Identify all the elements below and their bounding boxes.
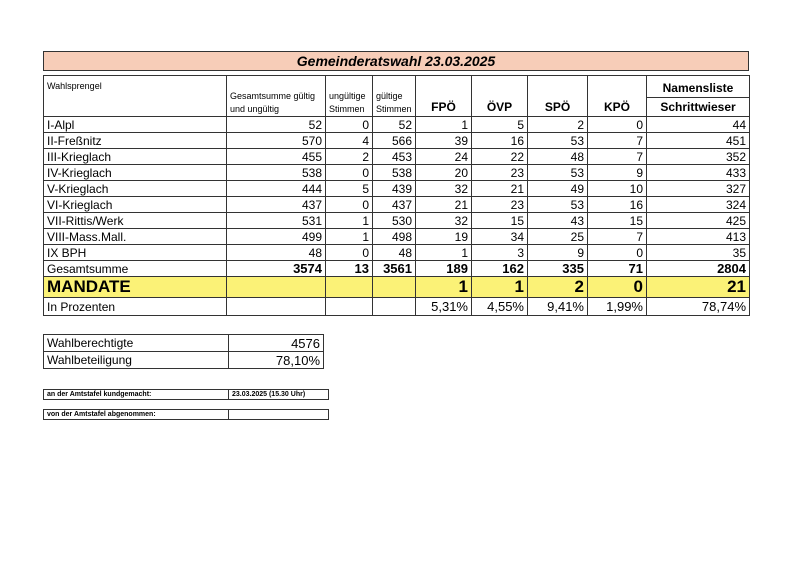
liste-cell: 352 bbox=[647, 149, 750, 165]
sprengel-name: I-Alpl bbox=[44, 117, 227, 133]
col-header-ungueltig-line2: Stimmen bbox=[329, 104, 365, 114]
liste-cell: 327 bbox=[647, 181, 750, 197]
mandate-row bbox=[44, 277, 750, 298]
gueltig-cell: 437 bbox=[373, 197, 416, 213]
kpoe-cell: 7 bbox=[588, 229, 647, 245]
gueltig-cell: 538 bbox=[373, 165, 416, 181]
mandate-spoe: 2 bbox=[528, 277, 588, 298]
liste-cell: 413 bbox=[647, 229, 750, 245]
sprengel-name: VIII-Mass.Mall. bbox=[44, 229, 227, 245]
kpoe-cell: 10 bbox=[588, 181, 647, 197]
spoe-cell: 25 bbox=[528, 229, 588, 245]
gueltig-cell: 48 bbox=[373, 245, 416, 261]
col-header-liste-line1: Namensliste bbox=[647, 79, 749, 98]
total-gesamt: 3574 bbox=[227, 261, 326, 277]
col-header-gueltig-line2: Stimmen bbox=[376, 104, 412, 114]
total-oevp: 162 bbox=[472, 261, 528, 277]
percent-row bbox=[44, 298, 750, 316]
percent-empty-cell bbox=[227, 298, 326, 316]
sprengel-name: II-Freßnitz bbox=[44, 133, 227, 149]
kpoe-cell: 7 bbox=[588, 133, 647, 149]
ungueltig-cell: 4 bbox=[326, 133, 373, 149]
fpoe-cell: 32 bbox=[416, 181, 472, 197]
percent-oevp: 4,55% bbox=[472, 298, 528, 316]
percent-label: In Prozenten bbox=[44, 298, 227, 316]
fpoe-cell: 1 bbox=[416, 245, 472, 261]
percent-fpoe: 5,31% bbox=[416, 298, 472, 316]
ungueltig-cell: 0 bbox=[326, 197, 373, 213]
total-label: Gesamtsumme bbox=[44, 261, 227, 277]
fpoe-cell: 32 bbox=[416, 213, 472, 229]
gesamt-cell: 499 bbox=[227, 229, 326, 245]
beteiligung-label: Wahlbeteiligung bbox=[44, 352, 229, 369]
mandate-kpoe: 0 bbox=[588, 277, 647, 298]
fpoe-cell: 24 bbox=[416, 149, 472, 165]
spoe-cell: 53 bbox=[528, 165, 588, 181]
header-row bbox=[44, 76, 750, 117]
sprengel-name: VII-Rittis/Werk bbox=[44, 213, 227, 229]
sprengel-name: IX BPH bbox=[44, 245, 227, 261]
table-row bbox=[44, 133, 750, 149]
spoe-cell: 49 bbox=[528, 181, 588, 197]
ungueltig-cell: 2 bbox=[326, 149, 373, 165]
table-row bbox=[44, 149, 750, 165]
gesamt-cell: 531 bbox=[227, 213, 326, 229]
percent-liste: 78,74% bbox=[647, 298, 750, 316]
spoe-cell: 53 bbox=[528, 197, 588, 213]
spoe-cell: 43 bbox=[528, 213, 588, 229]
fpoe-cell: 21 bbox=[416, 197, 472, 213]
table-row bbox=[44, 245, 750, 261]
liste-cell: 324 bbox=[647, 197, 750, 213]
percent-empty-cell bbox=[326, 298, 373, 316]
oevp-cell: 3 bbox=[472, 245, 528, 261]
kpoe-cell: 9 bbox=[588, 165, 647, 181]
fpoe-cell: 19 bbox=[416, 229, 472, 245]
gueltig-cell: 530 bbox=[373, 213, 416, 229]
sprengel-name: IV-Krieglach bbox=[44, 165, 227, 181]
gueltig-cell: 498 bbox=[373, 229, 416, 245]
mandate-empty-cell bbox=[326, 277, 373, 298]
spoe-cell: 2 bbox=[528, 117, 588, 133]
liste-cell: 35 bbox=[647, 245, 750, 261]
ungueltig-cell: 1 bbox=[326, 213, 373, 229]
gesamt-cell: 437 bbox=[227, 197, 326, 213]
oevp-cell: 5 bbox=[472, 117, 528, 133]
mandate-fpoe: 1 bbox=[416, 277, 472, 298]
col-header-sprengel: Wahlsprengel bbox=[44, 76, 227, 117]
beteiligung-value: 78,10% bbox=[229, 352, 324, 369]
gesamt-cell: 52 bbox=[227, 117, 326, 133]
liste-cell: 451 bbox=[647, 133, 750, 149]
stats-row-beteiligung bbox=[44, 352, 324, 369]
oevp-cell: 21 bbox=[472, 181, 528, 197]
table-row bbox=[44, 197, 750, 213]
oevp-cell: 15 bbox=[472, 213, 528, 229]
col-header-gesamt-line1: Gesamtsumme gültig bbox=[230, 91, 316, 101]
kundgemacht-row bbox=[44, 390, 329, 400]
kundgemacht-value: 23.03.2025 (15.30 Uhr) bbox=[229, 390, 329, 400]
liste-cell: 433 bbox=[647, 165, 750, 181]
oevp-cell: 23 bbox=[472, 197, 528, 213]
abgenommen-label: von der Amtstafel abgenommen: bbox=[44, 410, 229, 420]
fpoe-cell: 39 bbox=[416, 133, 472, 149]
oevp-cell: 23 bbox=[472, 165, 528, 181]
gesamt-cell: 455 bbox=[227, 149, 326, 165]
abgenommen-box bbox=[43, 409, 329, 420]
col-header-oevp: ÖVP bbox=[472, 76, 528, 117]
table-row bbox=[44, 181, 750, 197]
percent-spoe: 9,41% bbox=[528, 298, 588, 316]
gueltig-cell: 52 bbox=[373, 117, 416, 133]
total-spoe: 335 bbox=[528, 261, 588, 277]
table-row bbox=[44, 165, 750, 181]
kundgemacht-label: an der Amtstafel kundgemacht: bbox=[44, 390, 229, 400]
kpoe-cell: 0 bbox=[588, 117, 647, 133]
total-ungueltig: 13 bbox=[326, 261, 373, 277]
ungueltig-cell: 0 bbox=[326, 117, 373, 133]
berechtigte-label: Wahlberechtigte bbox=[44, 335, 229, 352]
ungueltig-cell: 5 bbox=[326, 181, 373, 197]
total-fpoe: 189 bbox=[416, 261, 472, 277]
ungueltig-cell: 0 bbox=[326, 165, 373, 181]
page-title: Gemeinderatswahl 23.03.2025 bbox=[43, 51, 749, 71]
kundgemacht-box bbox=[43, 389, 329, 400]
oevp-cell: 34 bbox=[472, 229, 528, 245]
gueltig-cell: 566 bbox=[373, 133, 416, 149]
mandate-label: MANDATE bbox=[44, 277, 227, 298]
col-header-gesamt bbox=[227, 76, 326, 117]
gueltig-cell: 453 bbox=[373, 149, 416, 165]
table-row bbox=[44, 117, 750, 133]
total-row bbox=[44, 261, 750, 277]
kpoe-cell: 15 bbox=[588, 213, 647, 229]
mandate-empty-cell bbox=[227, 277, 326, 298]
col-header-spoe: SPÖ bbox=[528, 76, 588, 117]
spoe-cell: 48 bbox=[528, 149, 588, 165]
mandate-liste: 21 bbox=[647, 277, 750, 298]
turnout-table bbox=[43, 334, 324, 369]
mandate-empty-cell bbox=[373, 277, 416, 298]
fpoe-cell: 20 bbox=[416, 165, 472, 181]
spoe-cell: 53 bbox=[528, 133, 588, 149]
col-header-ungueltig bbox=[326, 76, 373, 117]
sprengel-name: VI-Krieglach bbox=[44, 197, 227, 213]
results-table bbox=[43, 75, 750, 316]
table-row bbox=[44, 213, 750, 229]
percent-kpoe: 1,99% bbox=[588, 298, 647, 316]
kpoe-cell: 16 bbox=[588, 197, 647, 213]
gueltig-cell: 439 bbox=[373, 181, 416, 197]
col-header-gueltig-line1: gültige bbox=[376, 91, 403, 101]
gesamt-cell: 48 bbox=[227, 245, 326, 261]
col-header-liste bbox=[647, 76, 750, 117]
abgenommen-row bbox=[44, 410, 329, 420]
table-row bbox=[44, 229, 750, 245]
berechtigte-value: 4576 bbox=[229, 335, 324, 352]
col-header-gueltig bbox=[373, 76, 416, 117]
ungueltig-cell: 0 bbox=[326, 245, 373, 261]
gesamt-cell: 538 bbox=[227, 165, 326, 181]
gesamt-cell: 444 bbox=[227, 181, 326, 197]
kpoe-cell: 7 bbox=[588, 149, 647, 165]
total-gueltig: 3561 bbox=[373, 261, 416, 277]
sprengel-name: V-Krieglach bbox=[44, 181, 227, 197]
stats-row-berechtigte bbox=[44, 335, 324, 352]
oevp-cell: 16 bbox=[472, 133, 528, 149]
total-liste: 2804 bbox=[647, 261, 750, 277]
liste-cell: 425 bbox=[647, 213, 750, 229]
total-kpoe: 71 bbox=[588, 261, 647, 277]
mandate-oevp: 1 bbox=[472, 277, 528, 298]
sprengel-name: III-Krieglach bbox=[44, 149, 227, 165]
col-header-fpoe: FPÖ bbox=[416, 76, 472, 117]
oevp-cell: 22 bbox=[472, 149, 528, 165]
col-header-liste-line2: Schrittwieser bbox=[660, 100, 736, 114]
abgenommen-value bbox=[229, 410, 329, 420]
col-header-kpoe: KPÖ bbox=[588, 76, 647, 117]
percent-empty-cell bbox=[373, 298, 416, 316]
gesamt-cell: 570 bbox=[227, 133, 326, 149]
kpoe-cell: 0 bbox=[588, 245, 647, 261]
col-header-gesamt-line2: und ungültig bbox=[230, 104, 280, 114]
fpoe-cell: 1 bbox=[416, 117, 472, 133]
col-header-ungueltig-line1: ungültige bbox=[329, 91, 366, 101]
ungueltig-cell: 1 bbox=[326, 229, 373, 245]
liste-cell: 44 bbox=[647, 117, 750, 133]
spoe-cell: 9 bbox=[528, 245, 588, 261]
